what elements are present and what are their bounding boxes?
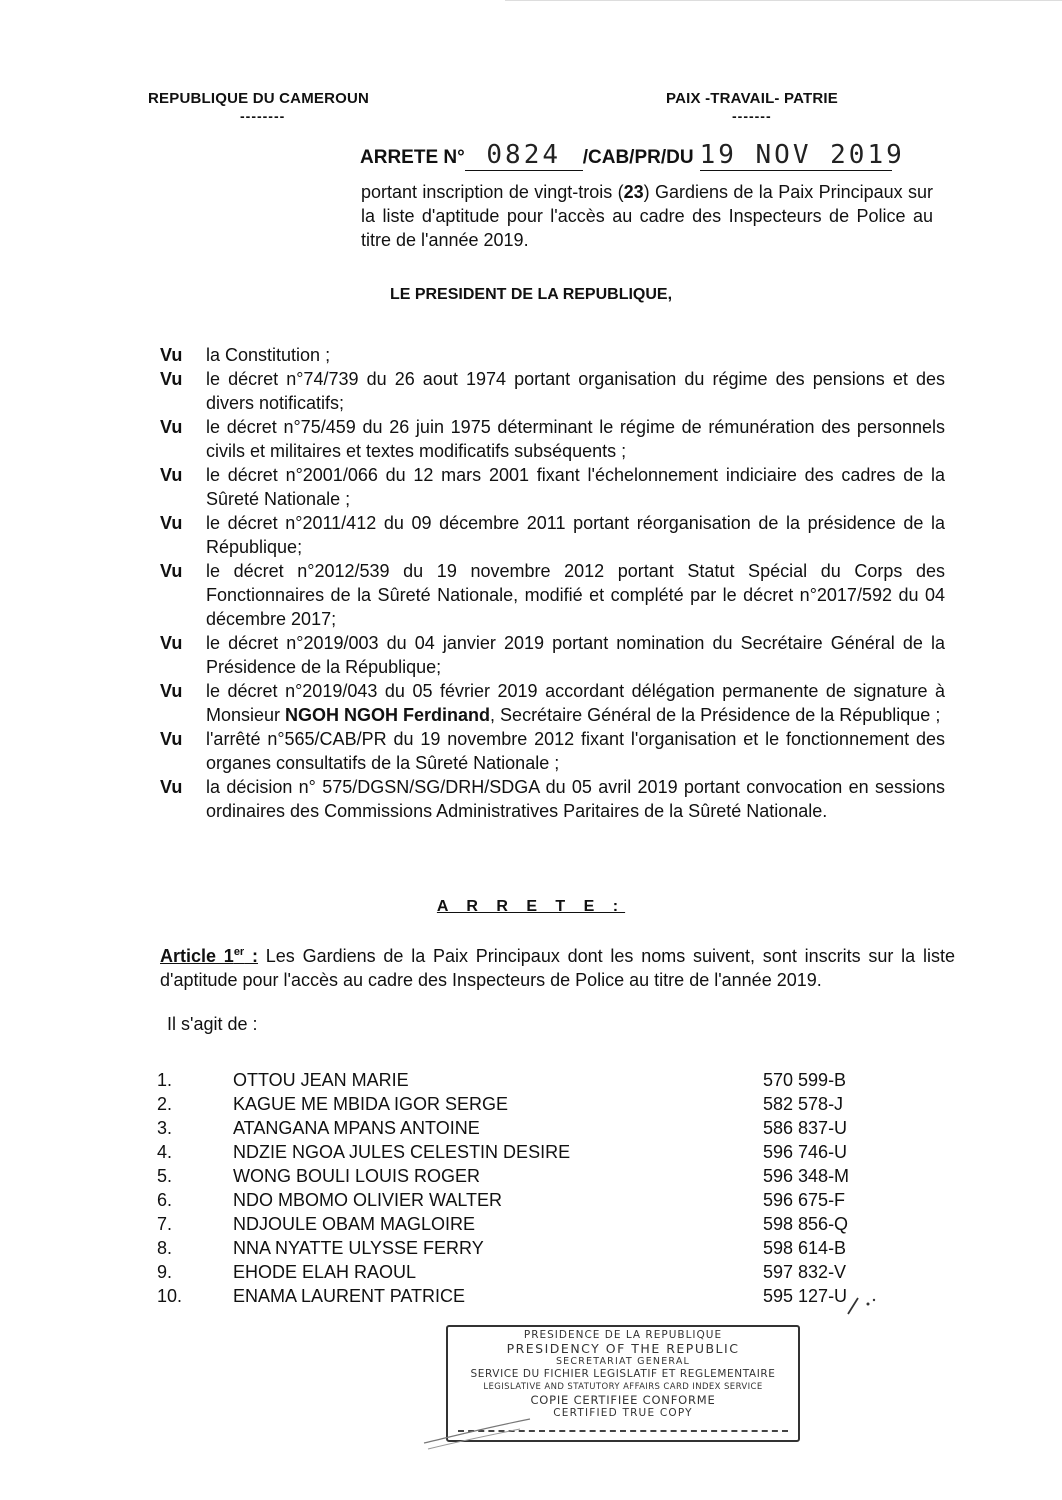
decree-subject: portant inscription de vingt-trois (23) Gardiens de la Paix Principaux sur la liste d'aptitude pour l'accès au cadre des Inspecteurs de Police au titre de l'année 2019.: [361, 182, 933, 250]
list-intro: Il s'agit de :: [167, 1014, 258, 1034]
vu-item: [160, 511, 945, 559]
officer-name: KAGUE ME MBIDA IGOR SERGE: [233, 1094, 509, 1114]
decree-date: 19 NOV 2019: [699, 140, 905, 170]
list-item: [157, 1212, 877, 1236]
vu-label: Vu: [160, 369, 183, 389]
officer-matricule: 596 348-M: [763, 1166, 850, 1186]
officer-matricule: 598 856-Q: [763, 1214, 849, 1234]
list-item: [157, 1092, 877, 1116]
vu-item: [160, 775, 945, 823]
stamp-line: COPIE CERTIFIEE CONFORME: [530, 1393, 716, 1407]
vu-label: Vu: [160, 561, 183, 581]
vu-item: [160, 631, 945, 679]
vu-text: le décret n°2012/539 du 19 novembre 2012 portant Statut Spécial du Corps des Fonctionnaires de la Sûreté Nationale, modifié et complété par le décret n°2017/592 du 04 décembre 2017;: [206, 561, 945, 629]
vu-text: l'arrêté n°565/CAB/PR du 19 novembre 2012 fixant l'organisation et le fonctionnement des organes consultatifs de la Sûreté Nationale ;: [206, 729, 945, 773]
list-number: 10.: [157, 1286, 183, 1306]
list-number: 9.: [157, 1262, 173, 1282]
officer-name: NNA NYATTE ULYSSE FERRY: [233, 1238, 484, 1258]
officer-matricule: 598 614-B: [763, 1238, 847, 1258]
vu-label: Vu: [160, 465, 183, 485]
article-1-label: Article 1er :: [160, 946, 258, 966]
officer-matricule: 596 675-F: [763, 1190, 846, 1210]
scan-edge-line: [505, 0, 1062, 1]
officer-matricule: 595 127-U: [763, 1286, 848, 1306]
list-number: 7.: [157, 1214, 173, 1234]
list-number: 4.: [157, 1142, 173, 1162]
article-1: [160, 940, 955, 992]
vu-item: [160, 679, 945, 727]
vu-label: Vu: [160, 681, 183, 701]
vu-text: la décision n° 575/DGSN/SG/DRH/SDGA du 05 avril 2019 portant convocation en sessions ordinaires des Commissions Administratives Paritaires de la Sûreté Nationale.: [206, 777, 945, 821]
officer-name: WONG BOULI LOUIS ROGER: [233, 1166, 481, 1186]
list-item: [157, 1284, 877, 1308]
officer-list: [157, 1068, 877, 1308]
arrete-heading: A R R E T E :: [436, 898, 626, 915]
vu-label: Vu: [160, 345, 183, 365]
vu-text: le décret n°75/459 du 26 juin 1975 déterminant le régime de rémunération des personnels civils et militaires et textes modificatifs subséquents ;: [206, 417, 945, 461]
vu-text: le décret n°2019/043 du 05 février 2019 accordant délégation permanente de signature à Monsieur NGOH NGOH Ferdinand, Secrétaire Général de la Présidence de la République ;: [206, 681, 945, 725]
list-number: 8.: [157, 1238, 173, 1258]
vu-item: [160, 559, 945, 631]
officer-matricule: 570 599-B: [763, 1070, 847, 1090]
vu-item: [160, 727, 945, 775]
motto-dashes: -------: [732, 108, 772, 124]
vu-label: Vu: [160, 633, 183, 653]
list-item: [157, 1116, 877, 1140]
vu-text: le décret n°2001/066 du 12 mars 2001 fixant l'échelonnement indiciaire des cadres de la Sûreté Nationale ;: [206, 465, 945, 509]
list-number: 6.: [157, 1190, 173, 1210]
officer-name: EHODE ELAH RAOUL: [233, 1262, 417, 1282]
stamp-line: PRESIDENCY OF THE REPUBLIC: [506, 1341, 740, 1356]
list-item: [157, 1068, 877, 1092]
decree-label: ARRETE N°: [360, 147, 465, 168]
list-item: [157, 1236, 877, 1260]
vu-item: [160, 343, 945, 367]
tick-mark: [842, 1292, 882, 1318]
stamp-line: LEGISLATIVE AND STATUTORY AFFAIRS CARD INDEX SERVICE: [483, 1382, 763, 1392]
vu-label: Vu: [160, 417, 183, 437]
vu-label: Vu: [160, 777, 183, 797]
list-number: 5.: [157, 1166, 173, 1186]
officer-name: NDZIE NGOA JULES CELESTIN DESIRE: [233, 1142, 571, 1162]
officer-name: ENAMA LAURENT PATRICE: [233, 1286, 466, 1306]
officer-name: NDJOULE OBAM MAGLOIRE: [233, 1214, 476, 1234]
decree-number: 0824: [486, 140, 562, 170]
list-number: 1.: [157, 1070, 173, 1090]
stamp-line: SERVICE DU FICHIER LEGISLATIF ET REGLEMENTAIRE: [470, 1368, 776, 1380]
vu-label: Vu: [160, 729, 183, 749]
president-heading: LE PRESIDENT DE LA REPUBLIQUE,: [389, 286, 673, 303]
list-number: 2.: [157, 1094, 173, 1114]
motto: PAIX -TRAVAIL- PATRIE: [666, 90, 838, 107]
officer-matricule: 597 832-V: [763, 1262, 847, 1282]
officer-name: NDO MBOMO OLIVIER WALTER: [233, 1190, 503, 1210]
republic-title: REPUBLIQUE DU CAMEROUN: [148, 90, 370, 107]
article-1-text: Les Gardiens de la Paix Principaux dont les noms suivent, sont inscrits sur la liste d'aptitude pour l'accès au cadre des Inspecteurs de Police au titre de l'année 2019.: [160, 946, 955, 990]
signatory-name: NGOH NGOH Ferdinand: [285, 705, 491, 725]
list-item: [157, 1140, 877, 1164]
decree-number-field: [465, 140, 583, 171]
list-item: [157, 1260, 877, 1284]
vu-text: le décret n°74/739 du 26 aout 1974 portant organisation du régime des pensions et des divers notificatifs;: [206, 369, 945, 413]
decree-date-field: [699, 140, 905, 171]
vu-text: la Constitution ;: [206, 345, 331, 365]
signature-mark: [420, 1415, 540, 1455]
officer-matricule: 582 578-J: [763, 1094, 844, 1114]
list-item: [157, 1188, 877, 1212]
officer-matricule: 596 746-U: [763, 1142, 848, 1162]
vu-text: le décret n°2019/003 du 04 janvier 2019 portant nomination du Secrétaire Général de la Présidence de la République;: [206, 633, 945, 677]
subject-count: 23: [623, 182, 644, 202]
list-number: 3.: [157, 1118, 173, 1138]
vu-text: le décret n°2011/412 du 09 décembre 2011 portant réorganisation de la présidence de la République;: [206, 513, 945, 557]
list-item: [157, 1164, 877, 1188]
stamp-line: PRESIDENCE DE LA REPUBLIQUE: [523, 1329, 723, 1341]
decree-number-line: [360, 140, 905, 171]
vu-item: [160, 415, 945, 463]
vu-item: [160, 367, 945, 415]
officer-matricule: 586 837-U: [763, 1118, 848, 1138]
stamp-line: CERTIFIED TRUE COPY: [553, 1407, 693, 1419]
vu-list: [160, 343, 945, 823]
republic-title-dashes: --------: [240, 108, 286, 124]
stamp-line: SECRETARIAT GENERAL: [555, 1356, 691, 1367]
vu-item: [160, 463, 945, 511]
decree-reference: /CAB/PR/DU: [582, 147, 694, 168]
vu-label: Vu: [160, 513, 183, 533]
officer-name: ATANGANA MPANS ANTOINE: [233, 1118, 480, 1138]
officer-name: OTTOU JEAN MARIE: [233, 1070, 409, 1090]
